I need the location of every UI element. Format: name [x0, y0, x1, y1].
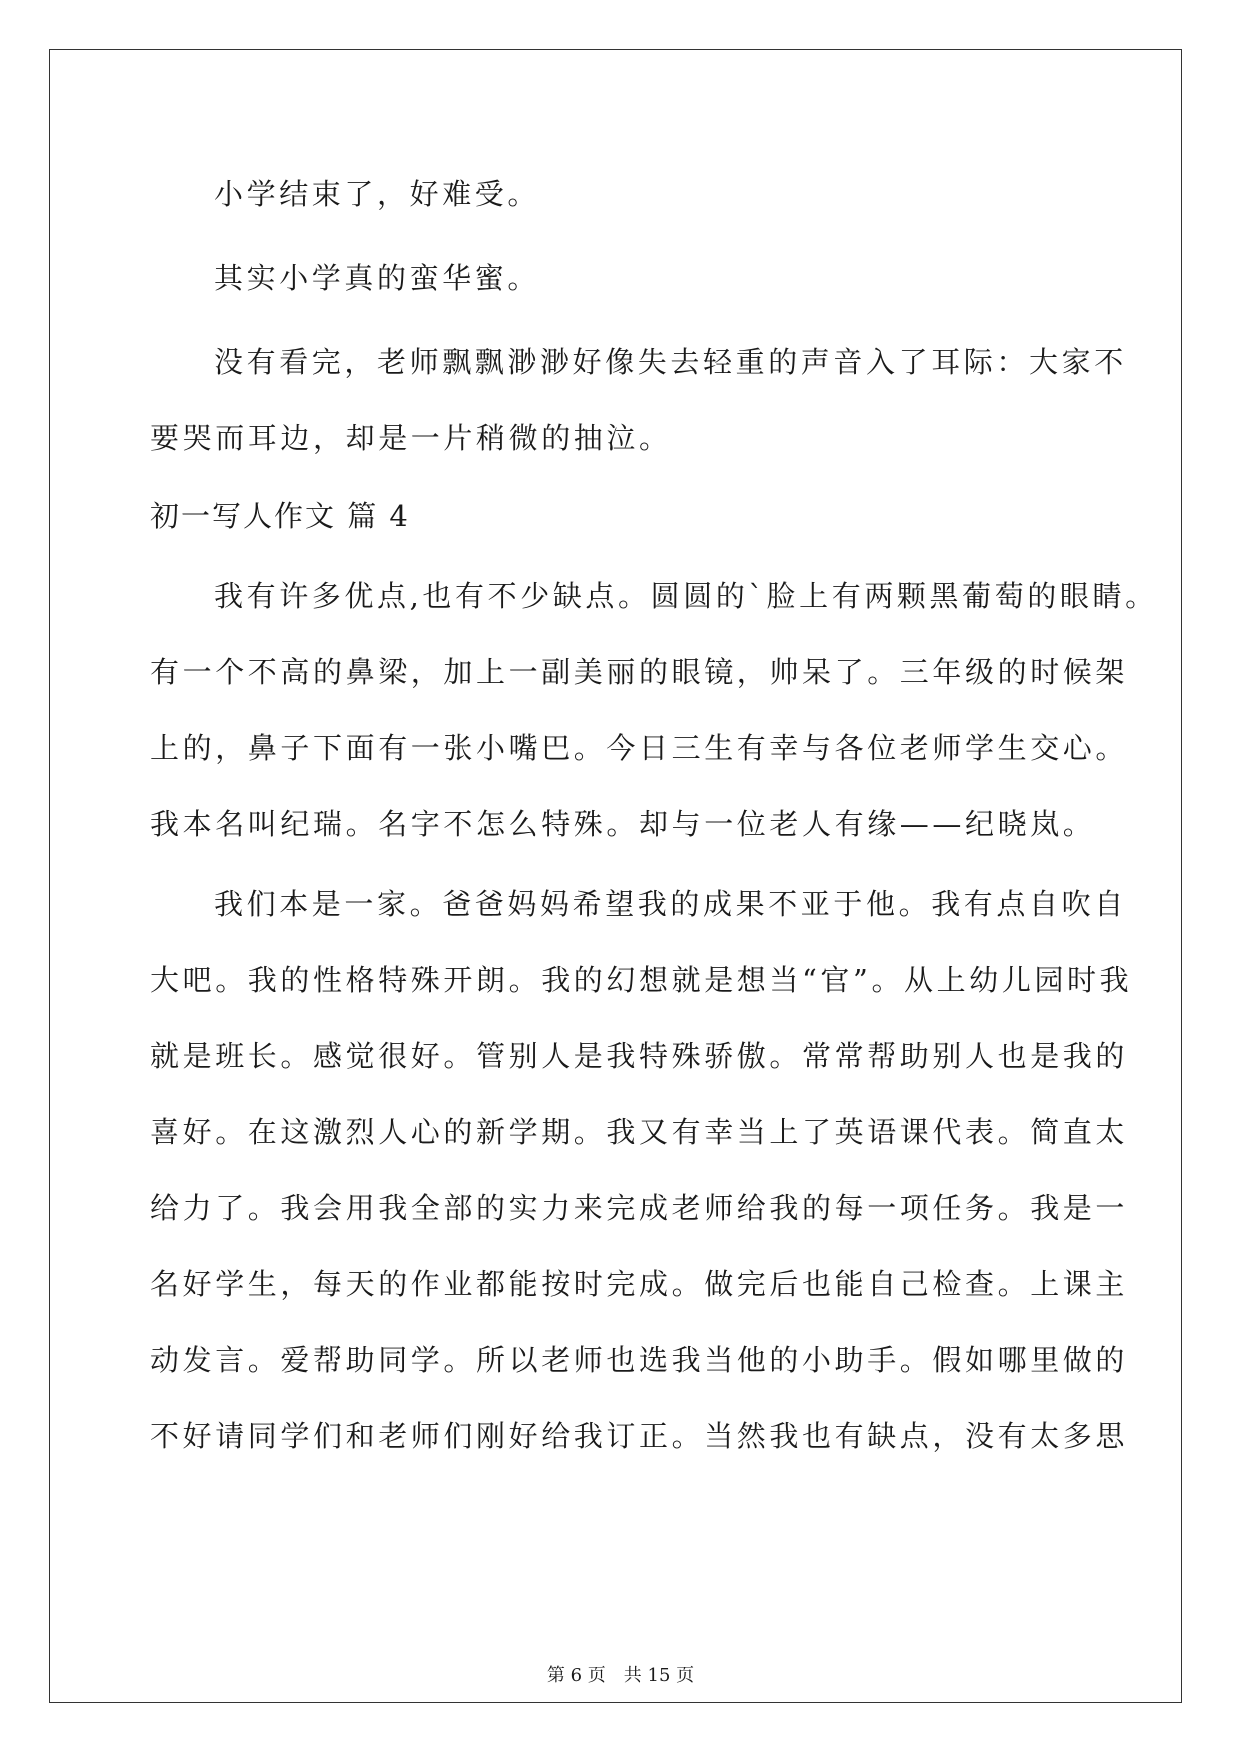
paragraph-line: 名好学生，每天的作业都能按时完成。做完后也能自己检查。上课主: [150, 1267, 1129, 1301]
paragraph-line: 小学结束了，好难受。: [214, 177, 541, 211]
section-heading: 初一写人作文 篇 4: [150, 499, 410, 533]
page-number: 第 6 页: [546, 1665, 606, 1686]
paragraph-line: 我本名叫纪瑞。名字不怎么特殊。却与一位老人有缘——纪晓岚。: [150, 807, 1096, 841]
page-total: 共 15 页: [623, 1665, 695, 1686]
paragraph-line: 动发言。爱帮助同学。所以老师也选我当他的小助手。假如哪里做的: [150, 1343, 1129, 1377]
paragraph-line: 没有看完，老师飘飘渺渺好像失去轻重的声音入了耳际：大家不: [214, 345, 1127, 379]
paragraph-line: 给力了。我会用我全部的实力来完成老师给我的每一项任务。我是一: [150, 1191, 1129, 1225]
paragraph-line: 大吧。我的性格特殊开朗。我的幻想就是想当“官”。从上幼儿园时我: [150, 963, 1133, 997]
paragraph-line: 我有许多优点,也有不少缺点。圆圆的`脸上有两颗黑葡萄的眼睛。: [214, 579, 1158, 613]
paragraph-line: 不好请同学们和老师们刚好给我订正。当然我也有缺点，没有太多思: [150, 1419, 1129, 1453]
paragraph-line: 其实小学真的蛮华蜜。: [214, 261, 541, 295]
page-footer: [0, 1664, 1241, 1688]
paragraph-line: 我们本是一家。爸爸妈妈希望我的成果不亚于他。我有点自吹自: [214, 887, 1127, 921]
paragraph-line: 就是班长。感觉很好。管别人是我特殊骄傲。常常帮助别人也是我的: [150, 1039, 1129, 1073]
paragraph-line: 上的，鼻子下面有一张小嘴巴。今日三生有幸与各位老师学生交心。: [150, 731, 1129, 765]
paragraph-line: 有一个不高的鼻梁，加上一副美丽的眼镜，帅呆了。三年级的时候架: [150, 655, 1129, 689]
paragraph-line: 要哭而耳边，却是一片稍微的抽泣。: [150, 421, 672, 455]
paragraph-line: 喜好。在这激烈人心的新学期。我又有幸当上了英语课代表。简直太: [150, 1115, 1129, 1149]
